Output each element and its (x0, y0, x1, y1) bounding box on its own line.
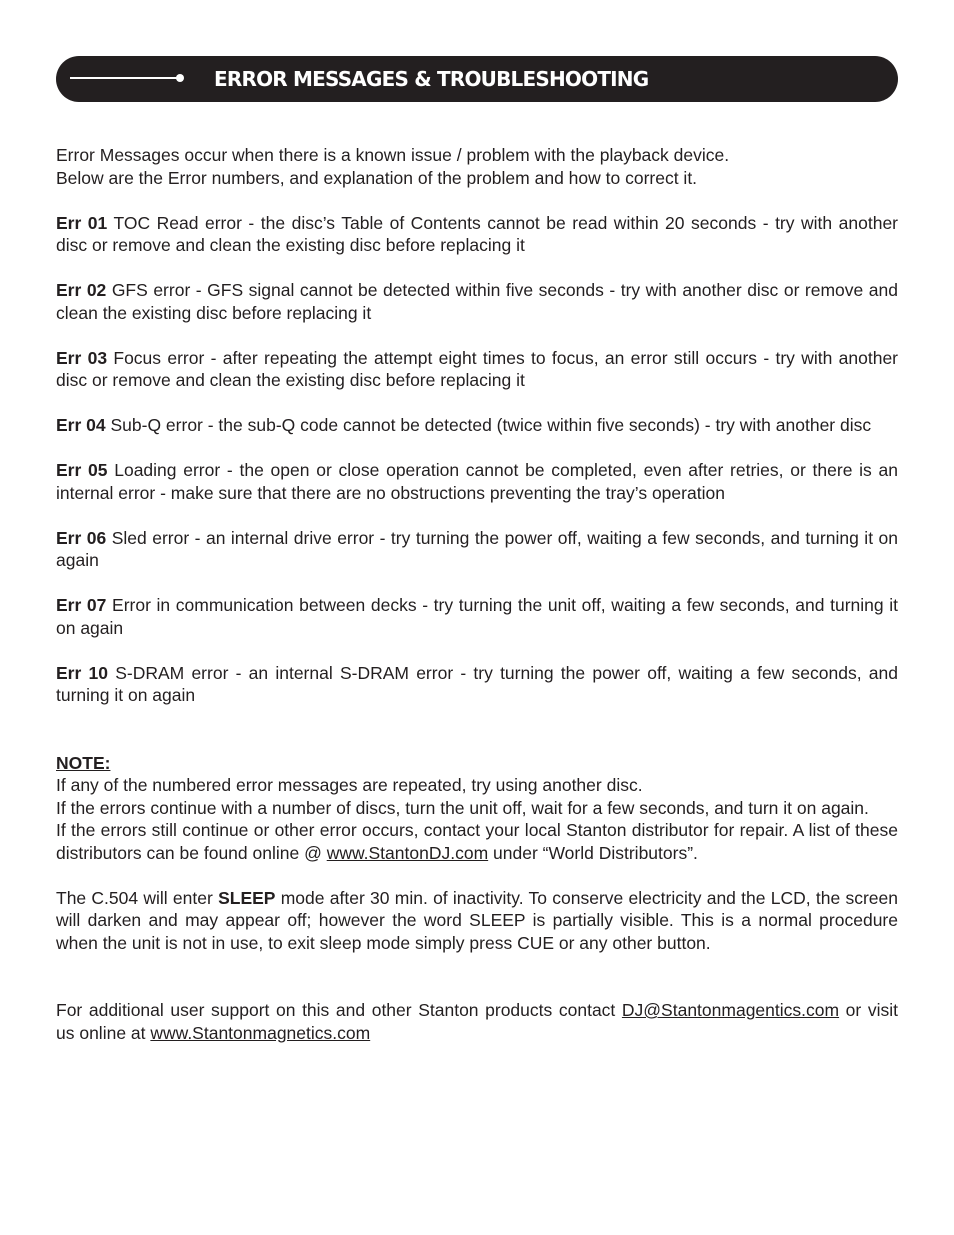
sleep-text-start: The C.504 will enter (56, 887, 219, 908)
error-description: Loading error - the open or close operation cannot be completed, even after retries, or there is an internal error - make sure that there are no obstructions preventing the tray’s operation (56, 460, 898, 503)
note-title: NOTE: (56, 752, 111, 773)
error-code: Err 04 (56, 415, 106, 435)
stantonmagnetics-link[interactable]: www.Stantonmagnetics.com (150, 1022, 371, 1043)
note-line-1: If any of the numbered error messages are repeated, try using another disc. (56, 775, 643, 795)
error-code: Err 01 (56, 212, 108, 233)
document-body (56, 144, 898, 1044)
support-text-mid: or visit us online at (56, 1000, 898, 1043)
support-email-link[interactable]: DJ@Stantonmagentics.com (621, 1000, 840, 1020)
error-entry-01 (56, 212, 898, 257)
error-entry-02 (56, 279, 898, 324)
note-line-2: If the errors continue with a number of discs, turn the unit off, wait for a few seconds, and turn it on again. (56, 797, 869, 818)
error-code: Err 07 (56, 595, 107, 615)
error-code: Err 02 (56, 280, 107, 300)
error-description: GFS error - GFS signal cannot be detected within five seconds - try with another disc or remove and clean the existing disc before replacing it (56, 280, 898, 323)
intro-line-1: Error Messages occur when there is a known issue / problem with the playback device. (56, 145, 730, 165)
error-description: Focus error - after repeating the attempt eight times to focus, an error still occurs - try with another disc or remove and clean the existing disc before replacing it (56, 347, 899, 390)
error-entry-03 (56, 347, 898, 392)
error-description: TOC Read error - the disc’s Table of Contents cannot be read within 20 seconds - try with another disc or remove and clean the existing disc before replacing it (56, 212, 899, 255)
error-code: Err 10 (56, 662, 108, 683)
error-description: Sub-Q error - the sub-Q code cannot be detected (twice within five seconds) - try with another disc (105, 415, 872, 435)
error-description: Sled error - an internal drive error - try turning the power off, waiting a few seconds, and turning it on again (56, 527, 898, 570)
sleep-paragraph (56, 887, 898, 955)
error-entry-07 (56, 594, 898, 639)
header-decorative-line (70, 77, 180, 79)
note-line-3: If the errors still continue or other error occurs, contact your local Stanton distributor for repair. A list of these distributors can be found online @ (56, 820, 898, 863)
error-entry-05 (56, 459, 898, 504)
error-entry-06 (56, 527, 898, 572)
intro-text (56, 144, 898, 189)
error-code: Err 05 (56, 460, 108, 480)
note-section (56, 752, 898, 865)
error-code: Err 03 (56, 347, 108, 368)
stantondj-link[interactable]: www.StantonDJ.com (326, 842, 489, 863)
sleep-text-end: mode after 30 min. of inactivity. To conserve electricity and the LCD, the screen will darken and may appear off; however the word SLEEP is partially visible. This is a normal procedure when the unit is not in use, to exit sleep mode simply press CUE or any other button. (56, 887, 898, 953)
error-entry-10 (56, 662, 898, 707)
error-description: S-DRAM error - an internal S-DRAM error - try turning the power off, waiting a few seconds, and turning it on again (56, 662, 898, 705)
support-text-start: For additional user support on this and other Stanton products contact (56, 1000, 622, 1020)
section-title: ERROR MESSAGES & TROUBLESHOOTING (214, 67, 649, 91)
note-line-3-end: under “World Distributors”. (488, 842, 698, 863)
support-paragraph (56, 999, 898, 1044)
intro-line-2: Below are the Error numbers, and explanation of the problem and how to correct it. (56, 167, 698, 188)
error-code: Err 06 (56, 527, 107, 548)
error-entry-04 (56, 414, 898, 437)
sleep-keyword: SLEEP (218, 887, 276, 908)
header-decorative-dot (176, 74, 184, 82)
error-description: Error in communication between decks - try turning the unit off, waiting a few seconds, and turning it on again (56, 595, 898, 638)
